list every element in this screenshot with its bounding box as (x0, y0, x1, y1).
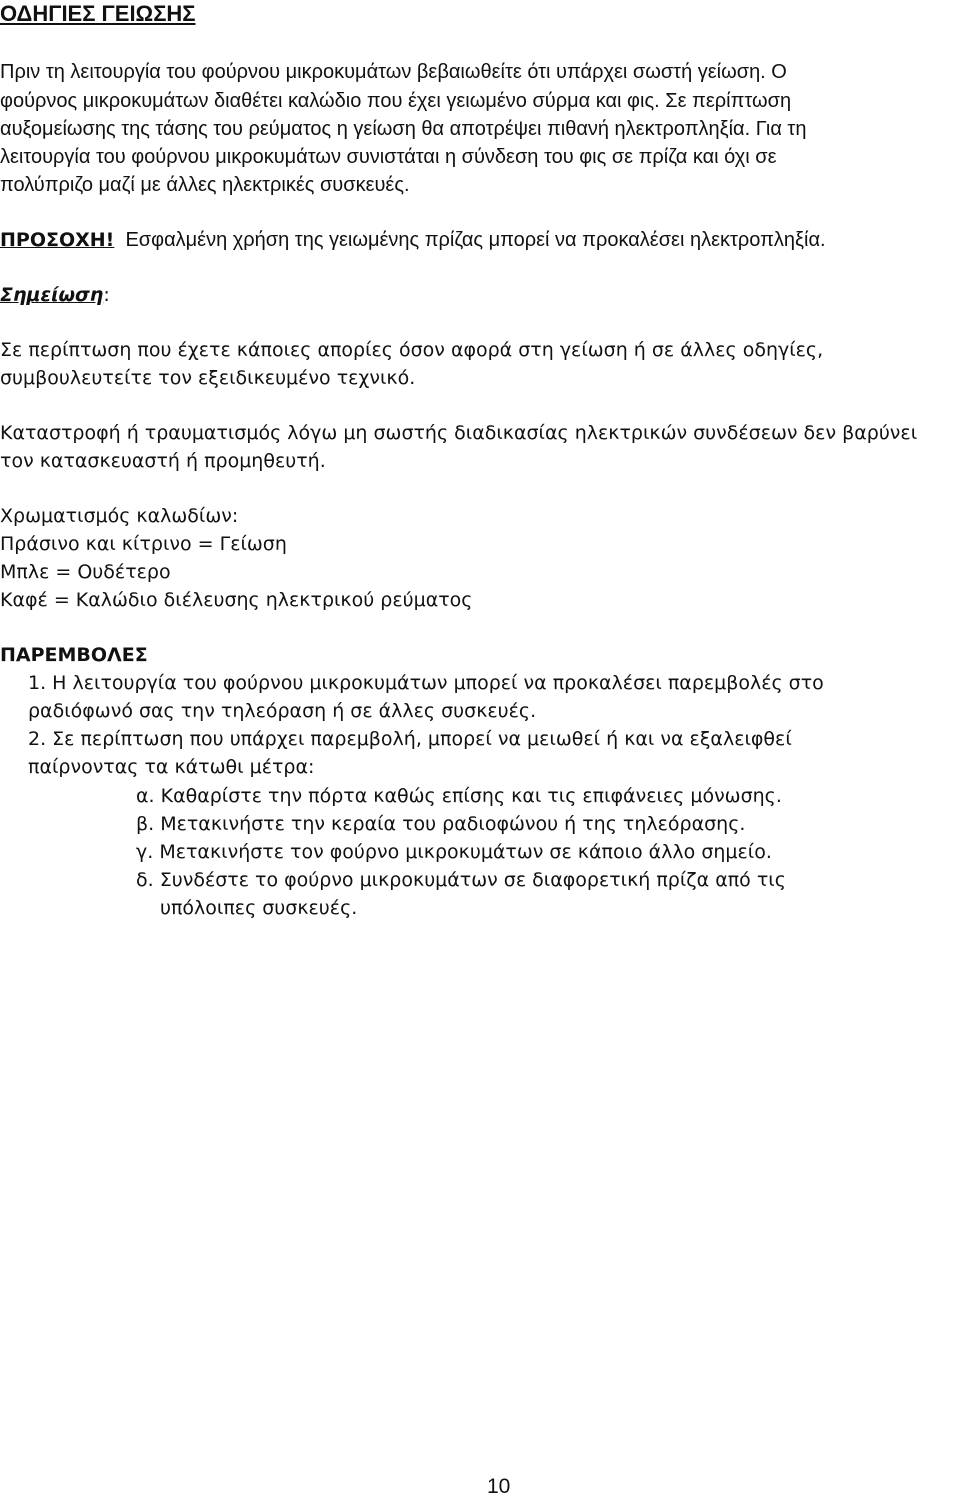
warning-label: ΠΡΟΣΟΧΗ! (0, 229, 115, 251)
interference-item-1-cont: ραδιόφωνό σας την τηλεόραση ή σε άλλες συσκευές. (28, 700, 537, 722)
wiring-item-live: Καφέ = Καλώδιο διέλευσης ηλεκτρικού ρεύματος (0, 589, 473, 611)
page-number: 10 (487, 1475, 511, 1498)
intro-line-5: πολύπριζο μαζί με άλλες ηλεκτρικές συσκευές. (0, 174, 410, 196)
measure-d: δ. Συνδέστε το φούρνο μικροκυμάτων σε διαφορετική πρίζα από τις (136, 869, 786, 891)
note-heading (0, 281, 110, 309)
wiring-heading: Χρωματισμός καλωδίων: (0, 505, 239, 527)
note-label: Σημείωση (0, 284, 104, 306)
measure-a: α. Καθαρίστε την πόρτα καθώς επίσης και τις επιφάνειες μόνωσης. (136, 785, 782, 807)
liability-line-1: Καταστροφή ή τραυματισμός λόγω μη σωστής διαδικασίας ηλεκτρικών συνδέσεων δεν βαρύνει (0, 422, 918, 444)
intro-line-3: αυξομείωσης της τάσης του ρεύματος η γείωση θα αποτρέψει πιθανή ηλεκτροπληξία. Για τη (0, 118, 807, 140)
warning-paragraph (0, 226, 826, 254)
liability-line-2: τον κατασκευαστή ή προμηθευτή. (0, 450, 326, 472)
page-title: ΟΔΗΓΙΕΣ ΓΕΙΩΣΗΣ (0, 1, 196, 26)
interference-item-1: 1. Η λειτουργία του φούρνου μικροκυμάτων μπορεί να προκαλέσει παρεμβολές στο (28, 672, 824, 694)
interference-heading: ΠΑΡΕΜΒΟΛΕΣ (0, 644, 148, 666)
warning-text: Εσφαλμένη χρήση της γειωμένης πρίζας μπορεί να προκαλέσει ηλεκτροπληξία. (114, 229, 826, 251)
measure-c: γ. Μετακινήστε τον φούρνο μικροκυμάτων σε κάποιο άλλο σημείο. (136, 841, 772, 863)
note-colon: : (103, 284, 110, 306)
measure-d-cont: υπόλοιπες συσκευές. (160, 897, 358, 919)
intro-line-4: λειτουργία του φούρνου μικροκυμάτων συνιστάται η σύνδεση του φις σε πρίζα και όχι σε (0, 146, 777, 168)
interference-item-2-cont: παίρνοντας τα κάτωθι μέτρα: (28, 756, 315, 778)
measure-b: β. Μετακινήστε την κεραία του ραδιοφώνου ή της τηλεόρασης. (136, 813, 746, 835)
interference-item-2: 2. Σε περίπτωση που υπάρχει παρεμβολή, μπορεί να μειωθεί ή και να εξαλειφθεί (28, 728, 792, 750)
intro-line-2: φούρνος μικροκυμάτων διαθέτει καλώδιο που έχει γειωμένο σύρμα και φις. Σε περίπτωση (0, 90, 792, 112)
note-line-1: Σε περίπτωση που έχετε κάποιες απορίες όσον αφορά στη γείωση ή σε άλλες οδηγίες, (0, 339, 824, 361)
intro-line-1: Πριν τη λειτουργία του φούρνου μικροκυμάτων βεβαιωθείτε ότι υπάρχει σωστή γείωση. Ο (0, 61, 787, 83)
wiring-item-neutral: Μπλε = Ουδέτερο (0, 561, 171, 583)
wiring-item-ground: Πράσινο και κίτρινο = Γείωση (0, 533, 287, 555)
note-line-2: συμβουλευτείτε τον εξειδικευμένο τεχνικό. (0, 367, 416, 389)
